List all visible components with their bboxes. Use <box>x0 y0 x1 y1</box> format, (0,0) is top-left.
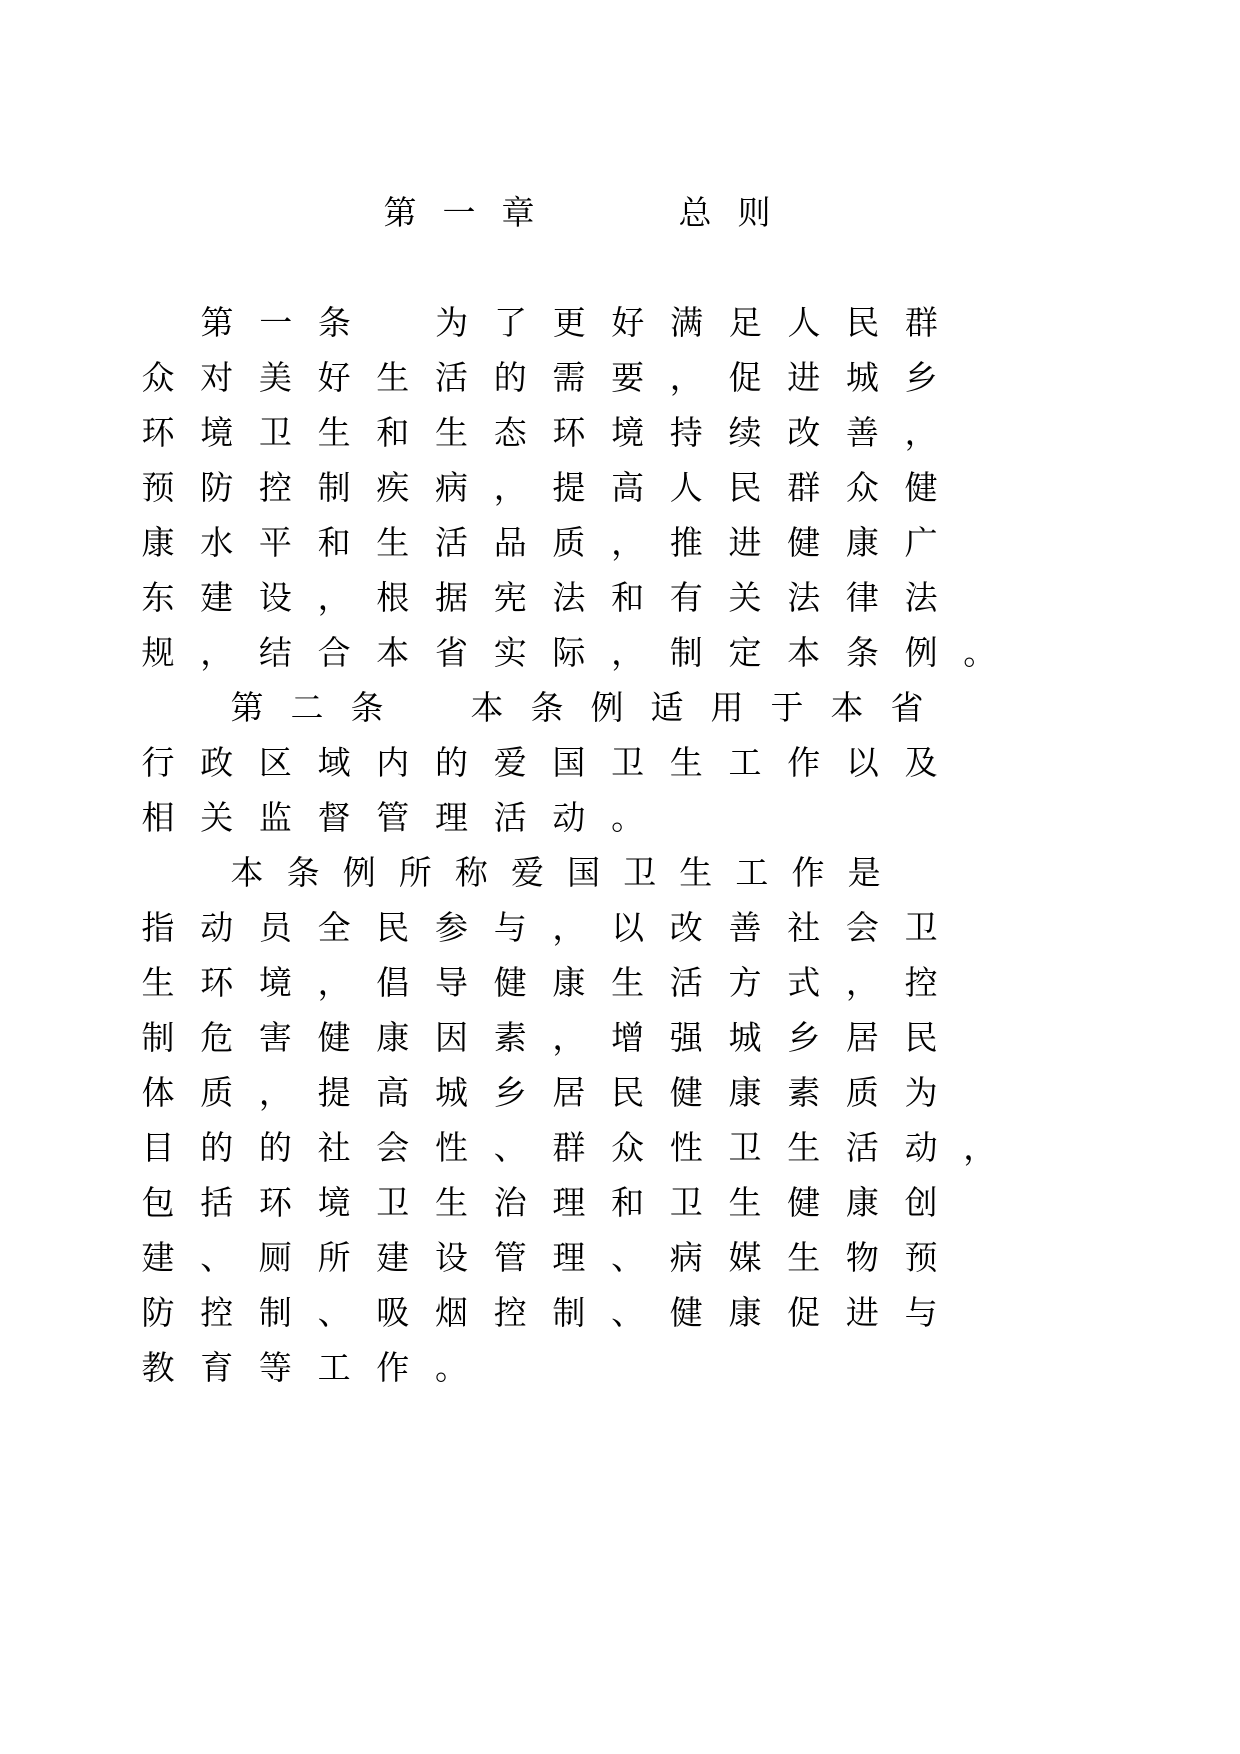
text-char: 。 <box>611 798 645 837</box>
text-char: 理 <box>552 1238 586 1277</box>
text-char: 法 <box>552 578 586 617</box>
text-line <box>0 793 1240 843</box>
text-char: 善 <box>728 908 762 947</box>
text-char: 增 <box>611 1018 645 1057</box>
text-char: 民 <box>728 468 762 507</box>
text-char: 平 <box>258 523 292 562</box>
text-char: 卫 <box>669 1183 703 1222</box>
text-char: 适 <box>650 688 684 727</box>
text-char: 物 <box>845 1238 879 1277</box>
text-char: 动 <box>552 798 586 837</box>
chapter-title <box>0 188 1240 238</box>
text-char: 二 <box>290 688 324 727</box>
text-line <box>0 738 1240 788</box>
text-char: 动 <box>904 1128 938 1167</box>
text-char: 生 <box>611 963 645 1002</box>
text-char: 环 <box>258 1183 292 1222</box>
text-char: ， <box>669 358 703 397</box>
text-char: 督 <box>317 798 351 837</box>
text-char: 素 <box>787 1073 821 1112</box>
text-char: 关 <box>200 798 234 837</box>
text-char: 众 <box>845 468 879 507</box>
text-char: 乡 <box>904 358 938 397</box>
text-char: 民 <box>904 1018 938 1057</box>
text-char: 控 <box>493 1293 527 1332</box>
text-line <box>0 848 1240 898</box>
text-char: 群 <box>904 303 938 342</box>
text-char: 康 <box>728 1073 762 1112</box>
text-char: 生 <box>435 413 468 452</box>
text-char: ， <box>963 1128 997 1167</box>
text-char: 结 <box>258 633 292 672</box>
text-char: 国 <box>567 853 601 892</box>
text-char: 防 <box>141 1293 175 1332</box>
text-char: 人 <box>669 468 703 507</box>
text-char: 控 <box>200 1293 234 1332</box>
text-char: 际 <box>552 633 586 672</box>
text-char: 生 <box>679 853 713 892</box>
text-char: 有 <box>669 578 703 617</box>
text-char: 国 <box>552 743 586 782</box>
text-char: 建 <box>141 1238 175 1277</box>
text-char: 生 <box>376 523 410 562</box>
text-char: 高 <box>611 468 645 507</box>
text-char: 、 <box>611 1293 645 1332</box>
text-char: 病 <box>435 468 468 507</box>
text-char: 、 <box>317 1293 351 1332</box>
text-char: 目 <box>141 1128 175 1167</box>
text-char: 进 <box>787 358 821 397</box>
text-char: 康 <box>845 523 879 562</box>
text-char: 更 <box>552 303 586 342</box>
text-char: 续 <box>728 413 762 452</box>
text-char: 第 <box>230 688 264 727</box>
text-char: 理 <box>552 1183 586 1222</box>
text-line <box>0 683 1240 733</box>
text-char: 满 <box>670 303 704 342</box>
text-char: 动 <box>200 908 234 947</box>
text-char: 众 <box>611 1128 645 1167</box>
text-char: 第 <box>200 303 234 342</box>
text-char: 制 <box>258 1293 292 1332</box>
text-char: 实 <box>493 633 527 672</box>
text-char: 参 <box>435 908 468 947</box>
text-char: 体 <box>141 1073 175 1112</box>
text-char: 提 <box>317 1073 351 1112</box>
text-char: 境 <box>258 963 292 1002</box>
text-char: 善 <box>845 413 879 452</box>
text-char: 性 <box>669 1128 703 1167</box>
text-char: 生 <box>376 358 410 397</box>
text-char: 建 <box>376 1238 410 1277</box>
text-char: 条 <box>530 688 564 727</box>
text-line <box>0 1233 1240 1283</box>
text-char: 所 <box>398 853 432 892</box>
text-char: 境 <box>200 413 234 452</box>
text-char: 工 <box>735 853 769 892</box>
text-char: 一 <box>259 303 293 342</box>
text-char: 东 <box>141 578 175 617</box>
text-char: 是 <box>847 853 881 892</box>
text-char: ， <box>200 633 234 672</box>
text-char: 活 <box>435 358 468 397</box>
text-char: 民 <box>611 1073 645 1112</box>
text-char: 社 <box>317 1128 351 1167</box>
text-char: 本 <box>230 853 264 892</box>
text-char: 生 <box>728 1183 762 1222</box>
text-char: ， <box>845 963 879 1002</box>
text-char: 健 <box>787 1183 821 1222</box>
text-char: 、 <box>611 1238 645 1277</box>
text-char: 品 <box>493 523 527 562</box>
text-line <box>0 958 1240 1008</box>
text-char: 卫 <box>611 743 645 782</box>
text-char: 作 <box>787 743 821 782</box>
text-char: 管 <box>493 1238 527 1277</box>
text-line <box>0 463 1240 513</box>
text-char: 制 <box>141 1018 175 1057</box>
text-char: 健 <box>317 1018 351 1057</box>
text-char: 教 <box>141 1348 175 1387</box>
text-char: 省 <box>435 633 468 672</box>
text-char: 宪 <box>493 578 527 617</box>
text-char: 条 <box>317 303 351 342</box>
text-char: 条 <box>845 633 879 672</box>
text-char: 括 <box>200 1183 234 1222</box>
text-char: 水 <box>200 523 234 562</box>
text-char: 健 <box>669 1293 703 1332</box>
text-char: 工 <box>728 743 762 782</box>
text-char: 好 <box>317 358 351 397</box>
text-char: 控 <box>258 468 292 507</box>
text-char: 境 <box>317 1183 351 1222</box>
text-char: 包 <box>141 1183 175 1222</box>
text-char: ， <box>552 908 586 947</box>
text-char: 和 <box>611 1183 645 1222</box>
text-char: 素 <box>493 1018 527 1057</box>
text-char: 危 <box>200 1018 234 1057</box>
text-char: 健 <box>669 1073 703 1112</box>
text-char: 卫 <box>728 1128 762 1167</box>
text-char: 第 <box>383 193 417 232</box>
text-char: 境 <box>611 413 645 452</box>
text-char: 性 <box>435 1128 468 1167</box>
text-char: 爱 <box>511 853 544 892</box>
text-char: 预 <box>141 468 175 507</box>
text-char: 区 <box>258 743 292 782</box>
text-char: 城 <box>435 1073 468 1112</box>
text-char: 条 <box>286 853 320 892</box>
text-char: 方 <box>728 963 762 1002</box>
text-char: 康 <box>728 1293 762 1332</box>
text-char: 高 <box>376 1073 410 1112</box>
text-char: 式 <box>787 963 821 1002</box>
text-char: 会 <box>376 1128 410 1167</box>
text-char: 及 <box>904 743 938 782</box>
text-char: 育 <box>200 1348 234 1387</box>
text-char: 促 <box>787 1293 821 1332</box>
text-char: 要 <box>611 358 645 397</box>
text-line <box>0 408 1240 458</box>
text-char: 进 <box>845 1293 879 1332</box>
text-char: 居 <box>552 1073 586 1112</box>
text-line <box>0 1013 1240 1063</box>
text-char: ， <box>611 523 645 562</box>
text-line <box>0 518 1240 568</box>
text-char: 内 <box>376 743 410 782</box>
text-char: 工 <box>317 1348 351 1387</box>
text-char: ， <box>317 578 351 617</box>
text-char: 生 <box>317 413 351 452</box>
text-char: 康 <box>552 963 586 1002</box>
text-char: 的 <box>435 743 468 782</box>
text-line <box>0 903 1240 953</box>
text-line <box>0 628 1240 678</box>
text-char: 法 <box>904 578 938 617</box>
text-char: 的 <box>258 1128 292 1167</box>
text-char: 提 <box>552 468 586 507</box>
text-char: 用 <box>710 688 744 727</box>
text-char: 指 <box>141 908 175 947</box>
text-char: 媒 <box>728 1238 762 1277</box>
text-char: 本 <box>787 633 821 672</box>
text-char: 疾 <box>376 468 410 507</box>
text-char: 对 <box>200 358 234 397</box>
text-char: 社 <box>787 908 821 947</box>
text-char: 管 <box>376 798 410 837</box>
text-char: 为 <box>904 1073 938 1112</box>
text-char: 烟 <box>435 1293 468 1332</box>
text-char: ， <box>611 633 645 672</box>
text-char: 作 <box>376 1348 410 1387</box>
text-line <box>0 353 1240 403</box>
text-char: 据 <box>435 578 468 617</box>
text-char: 于 <box>770 688 804 727</box>
text-char: 员 <box>258 908 292 947</box>
text-char: ， <box>904 413 938 452</box>
text-char: 例 <box>590 688 624 727</box>
text-char: 本 <box>376 633 410 672</box>
text-char: 生 <box>435 1183 468 1222</box>
text-char: 监 <box>258 798 292 837</box>
text-line <box>0 1068 1240 1118</box>
text-char: 人 <box>787 303 821 342</box>
text-char: 因 <box>435 1018 468 1057</box>
text-char: 活 <box>845 1128 879 1167</box>
text-char: 域 <box>317 743 351 782</box>
text-char: 害 <box>258 1018 292 1057</box>
text-char: ， <box>258 1073 292 1112</box>
text-char: 质 <box>845 1073 879 1112</box>
text-char: 。 <box>963 633 997 672</box>
text-char: 乡 <box>493 1073 527 1112</box>
text-char: 进 <box>728 523 762 562</box>
text-char: 律 <box>845 578 879 617</box>
text-char: 环 <box>552 413 586 452</box>
text-char: 群 <box>787 468 821 507</box>
text-char: 、 <box>493 1128 527 1167</box>
text-char: 则 <box>737 193 771 232</box>
text-char: 根 <box>376 578 410 617</box>
text-char: 康 <box>141 523 175 562</box>
text-char: 健 <box>904 468 938 507</box>
text-char: 行 <box>141 743 175 782</box>
text-char: 众 <box>141 358 175 397</box>
text-char: 、 <box>200 1238 234 1277</box>
text-char: 美 <box>258 358 292 397</box>
text-char: 卫 <box>258 413 292 452</box>
text-char: 的 <box>200 1128 234 1167</box>
text-char: 生 <box>787 1128 821 1167</box>
text-char: 法 <box>787 578 821 617</box>
text-char: 和 <box>611 578 645 617</box>
text-char: 爱 <box>493 743 527 782</box>
text-char: 生 <box>141 963 175 1002</box>
text-char: 治 <box>493 1183 527 1222</box>
text-char: 本 <box>470 688 504 727</box>
text-char: 定 <box>728 633 762 672</box>
text-char: 制 <box>552 1293 586 1332</box>
text-char: 例 <box>342 853 376 892</box>
text-char: 以 <box>611 908 645 947</box>
text-char: 足 <box>728 303 762 342</box>
text-char: 生 <box>787 1238 821 1277</box>
text-line <box>0 1288 1240 1338</box>
text-char: 防 <box>200 468 234 507</box>
text-char: 卫 <box>904 908 938 947</box>
text-char: 理 <box>435 798 468 837</box>
text-char: 条 <box>350 688 384 727</box>
text-char: ， <box>317 963 351 1002</box>
text-char: 全 <box>317 908 351 947</box>
text-char: 了 <box>494 303 527 342</box>
text-char: 会 <box>845 908 879 947</box>
text-char: 厕 <box>258 1238 292 1277</box>
text-char: 合 <box>317 633 351 672</box>
text-char: 省 <box>890 688 924 727</box>
text-char: 制 <box>669 633 703 672</box>
text-char: 环 <box>200 963 234 1002</box>
text-char: 建 <box>200 578 234 617</box>
text-char: 质 <box>552 523 586 562</box>
text-char: 政 <box>200 743 234 782</box>
text-char: ， <box>493 468 527 507</box>
text-char: 群 <box>552 1128 586 1167</box>
text-char: 民 <box>376 908 410 947</box>
text-char: 居 <box>845 1018 879 1057</box>
text-char: 质 <box>200 1073 234 1112</box>
text-char: 改 <box>787 413 821 452</box>
text-char: 卫 <box>376 1183 410 1222</box>
text-char: 本 <box>830 688 864 727</box>
text-char: 关 <box>728 578 762 617</box>
text-char: 卫 <box>623 853 657 892</box>
text-char: 活 <box>669 963 703 1002</box>
text-char: 改 <box>669 908 703 947</box>
text-char: 乡 <box>787 1018 821 1057</box>
text-char: 好 <box>611 303 645 342</box>
text-char: 康 <box>376 1018 410 1057</box>
text-line <box>0 1343 1240 1393</box>
text-char: 民 <box>846 303 880 342</box>
text-char: 和 <box>376 413 410 452</box>
text-char: 总 <box>678 193 712 232</box>
text-char: 作 <box>791 853 825 892</box>
text-char: 推 <box>669 523 703 562</box>
text-char: 规 <box>141 633 175 672</box>
text-char: 活 <box>435 523 468 562</box>
text-char: 相 <box>141 798 175 837</box>
text-char: 导 <box>435 963 468 1002</box>
text-char: 章 <box>501 193 535 232</box>
text-char: 环 <box>141 413 175 452</box>
text-char: 活 <box>493 798 527 837</box>
text-char: 创 <box>904 1183 938 1222</box>
text-char: 倡 <box>376 963 410 1002</box>
text-char: 病 <box>669 1238 703 1277</box>
text-line <box>0 1123 1240 1173</box>
text-char: 与 <box>493 908 527 947</box>
text-char: 一 <box>442 193 476 232</box>
text-char: 持 <box>669 413 703 452</box>
text-char: 为 <box>435 303 469 342</box>
text-char: 态 <box>493 413 527 452</box>
text-line <box>0 298 1240 348</box>
text-char: 需 <box>552 358 586 397</box>
text-char: 强 <box>669 1018 703 1057</box>
text-char: 制 <box>317 468 351 507</box>
text-char: 例 <box>904 633 938 672</box>
text-char: 等 <box>258 1348 292 1387</box>
text-char: 生 <box>669 743 703 782</box>
text-char: 称 <box>454 853 488 892</box>
text-char: 和 <box>317 523 351 562</box>
text-char: 控 <box>904 963 938 1002</box>
text-char: ， <box>552 1018 586 1057</box>
text-char: 所 <box>317 1238 351 1277</box>
text-char: 促 <box>728 358 762 397</box>
text-char: 设 <box>258 578 292 617</box>
text-char: 预 <box>904 1238 938 1277</box>
text-char: 广 <box>904 523 938 562</box>
text-line <box>0 1178 1240 1228</box>
text-char: 的 <box>493 358 527 397</box>
text-char: 康 <box>845 1183 879 1222</box>
text-char: 健 <box>787 523 821 562</box>
text-char: 与 <box>904 1293 938 1332</box>
text-char: 城 <box>845 358 879 397</box>
text-char: 设 <box>435 1238 468 1277</box>
text-char: 以 <box>845 743 879 782</box>
text-char: 。 <box>435 1348 468 1387</box>
text-char: 城 <box>728 1018 762 1057</box>
text-line <box>0 573 1240 623</box>
text-char: 吸 <box>376 1293 410 1332</box>
text-char: 健 <box>493 963 527 1002</box>
